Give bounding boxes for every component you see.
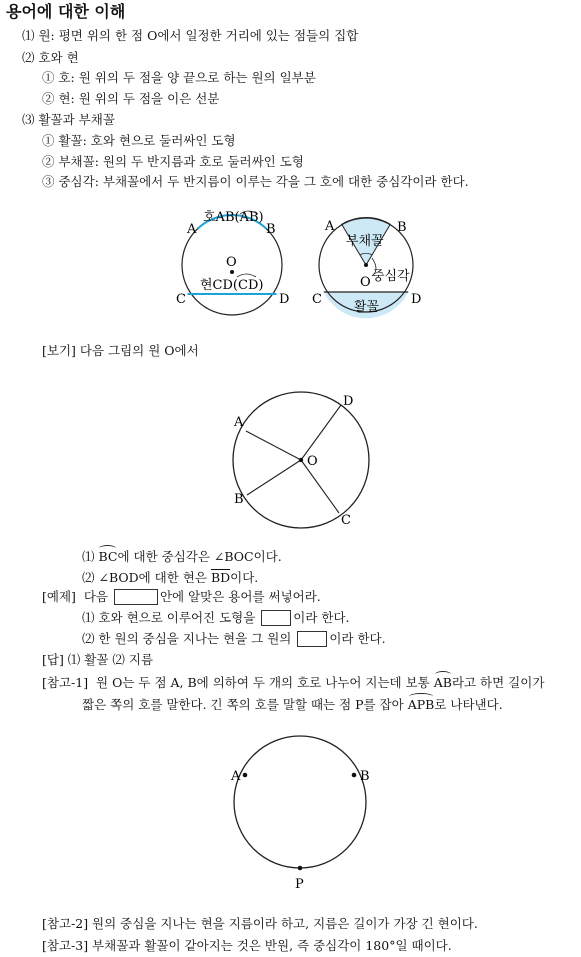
answer-blank-2[interactable] [297, 631, 327, 647]
point-d2-label: D [411, 292, 422, 307]
point-b-label: B [266, 222, 276, 237]
problem-item-1-prefix: ⑴ 호와 현으로 이루어진 도형을 [82, 610, 260, 625]
def-segment: ① 활꼴: 호와 현으로 둘러싸인 도형 [42, 133, 236, 148]
point-b2-label: B [397, 220, 407, 235]
def-arc-chord-heading: ⑵ 호와 현 [22, 50, 79, 65]
answer: [답] ⑴ 활꼴 ⑵ 지름 [42, 652, 154, 667]
point-d-label: D [279, 292, 290, 307]
arc-bc-text: BC [98, 549, 118, 564]
radius-oa [246, 431, 301, 460]
problem-label: [예제] [42, 589, 76, 604]
note-1-line-2 [82, 697, 503, 713]
sector-label: 부채꼴 [346, 234, 384, 249]
answer-blank-1[interactable] [261, 610, 291, 626]
point-a4 [243, 773, 248, 778]
arc-mark [409, 693, 434, 700]
point-a3-label: A [234, 415, 244, 430]
center-o3-label: O [307, 454, 318, 469]
def-segment-sector-heading: ⑶ 활꼴과 부채꼴 [22, 112, 115, 127]
arc-ab-notation [434, 675, 452, 691]
example-item-2-suffix: 이다. [230, 570, 259, 585]
problem-item-1 [82, 610, 350, 626]
point-p4-label: P [295, 877, 304, 892]
point-p4 [298, 866, 303, 871]
arc-mark [435, 671, 451, 678]
radius-ob [247, 460, 301, 495]
chord-notation-mark [237, 274, 256, 277]
def-sector: ② 부채꼴: 원의 두 반지름과 호로 둘러싸인 도형 [42, 154, 304, 169]
point-a-label: A [187, 222, 197, 237]
blank-box [114, 589, 158, 605]
arc-mark [99, 545, 116, 552]
example-item-1 [82, 549, 282, 565]
central-angle-label: 중심각 [372, 269, 410, 284]
center-point-2 [364, 263, 368, 267]
chord-cd-label: 현CD(CD) [200, 278, 264, 293]
note-2: [참고-2] 원의 중심을 지나는 현을 지름이라 하고, 지름은 길이가 가장 긴 현이다. [42, 916, 478, 931]
note-1-text-c: 짧은 쪽의 호를 말한다. 긴 쪽의 호를 말할 때는 점 P를 잡아 [82, 697, 408, 712]
point-a2-label: A [325, 219, 335, 234]
point-d3-label: D [343, 394, 354, 409]
note-1-text-b: 라고 하면 길이가 [451, 675, 545, 690]
problem-suffix: 안에 알맞은 용어를 써넣어라. [159, 589, 321, 604]
figure-example [233, 392, 369, 528]
arc-apb-text: APB [407, 697, 435, 712]
def-circle: ⑴ 원: 평면 위의 한 점 O에서 일정한 거리에 있는 점들의 집합 [22, 28, 359, 43]
point-a4-label: A [231, 769, 241, 784]
example-item-1-prefix: ⑴ [82, 549, 99, 564]
problem-prefix: 다음 [83, 589, 112, 604]
point-b4-label: B [360, 769, 370, 784]
note-1-label: [참고-1] [42, 675, 89, 690]
def-arc: ① 호: 원 위의 두 점을 양 끝으로 하는 원의 일부분 [42, 70, 316, 85]
segment-bd: $\overline{BD}$ [210, 570, 231, 585]
arc-apb-notation [408, 697, 435, 713]
problem-item-1-suffix: 이라 한다. [293, 610, 350, 625]
figure-major-minor-arc [230, 736, 370, 892]
radius-od [301, 405, 341, 460]
note-1-text-a: 원 O는 두 점 A, B에 의하여 두 개의 호로 나누어 지는데 보통 [96, 675, 434, 690]
figure-arc-chord [176, 210, 289, 315]
note-1-line-1 [42, 675, 544, 691]
center-point-3 [299, 458, 303, 462]
point-b3-label: B [234, 492, 244, 507]
page-title: 용어에 대한 이해 [6, 2, 126, 21]
center-o2-label: O [360, 275, 371, 290]
problem-item-2-suffix: 이라 한다. [329, 631, 386, 646]
point-c3-label: C [341, 513, 351, 528]
point-c2-label: C [312, 292, 322, 307]
example-item-2 [82, 570, 258, 586]
point-c-label: C [176, 292, 186, 307]
arc-bc [98, 549, 117, 565]
note-3: [참고-3] 부채꼴과 활꼴이 같아지는 것은 반원, 즉 중심각이 180°일 때이다. [42, 938, 452, 953]
arc-ab-text: AB [433, 675, 452, 690]
note-1-text-d: 로 나타낸다. [434, 697, 503, 712]
problem-item-2-prefix: ⑵ 한 원의 중심을 지나는 현을 그 원의 [82, 631, 296, 646]
example-item-2-prefix: ⑵ ∠BOD에 대한 현은 [82, 570, 211, 585]
example-item-1-suffix: 에 대한 중심각은 ∠BOC이다. [117, 549, 282, 564]
segment-label: 활꼴 [354, 300, 380, 315]
center-o-label: O [226, 255, 237, 270]
example-intro: [보기] 다음 그림의 원 O에서 [42, 343, 199, 358]
def-chord: ② 현: 원 위의 두 점을 이은 선분 [42, 91, 220, 106]
point-b4 [352, 773, 357, 778]
def-central-angle: ③ 중심각: 부채꼴에서 두 반지름이 이루는 각을 그 호에 대한 중심각이라 한다. [42, 174, 469, 189]
figure-sector-segment [312, 218, 421, 319]
problem-intro [42, 589, 321, 605]
arc-ab-label: 호AB(AB) [203, 210, 264, 225]
circle-4 [234, 736, 366, 868]
center-point [230, 270, 234, 274]
problem-item-2 [82, 631, 386, 647]
